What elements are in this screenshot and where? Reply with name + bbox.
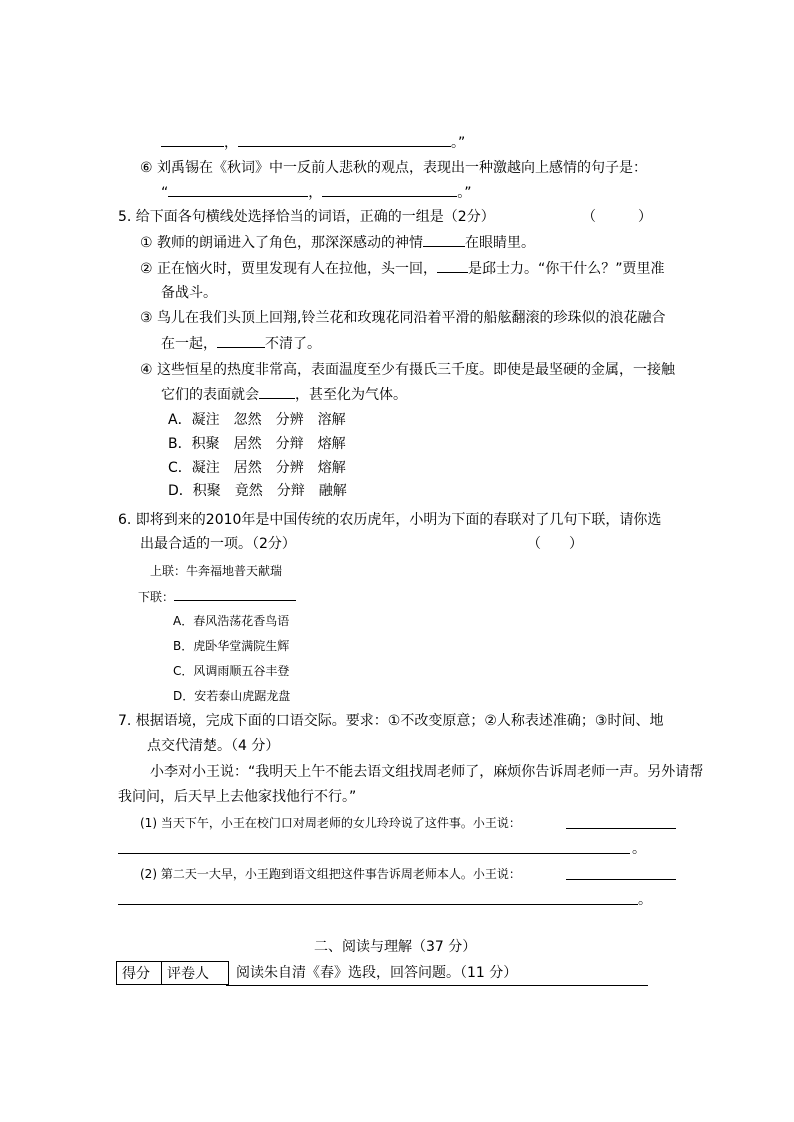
- q5-sentence-3: ③ 鸟儿在我们头顶上回翔,铃兰花和玫瑰花同沿着平滑的船舷翻滚的珍珠似的浪花融合: [140, 310, 666, 326]
- answer-blank[interactable]: [217, 334, 265, 348]
- q6-answer-paren[interactable]: （ ）: [527, 536, 583, 552]
- answer-line[interactable]: [118, 904, 638, 905]
- q7-dialogue: 小李对小王说：“我明天上午不能去语文组找周老师了，麻烦你告诉周老师一声。另外请帮: [150, 764, 704, 780]
- q5-option-a[interactable]: A．凝注 忽然 分辨 溶解: [168, 412, 346, 428]
- answer-blank[interactable]: [161, 133, 224, 147]
- q7-sub-2-end: 。: [638, 892, 652, 908]
- q5-sentence-3-cont: 在一起， 不清了。: [161, 336, 321, 352]
- q4-line5: ， 。”: [161, 133, 465, 152]
- q6-option-b[interactable]: B．虎卧华堂满院生辉: [173, 639, 290, 653]
- q7-dialogue-cont: 我问问，后天早上去他家找他行不行。”: [118, 789, 357, 805]
- q5-sentence-1: ① 教师的朗诵进入了角色，那深深感动的神情 在眼睛里。: [140, 235, 535, 251]
- q4-item6: ⑥ 刘禹锡在《秋词》中一反前人悲秋的观点，表现出一种激越向上感情的句子是：: [140, 160, 647, 176]
- q5-sentence-4: ④ 这些恒星的热度非常高，表面温度至少有摄氏三千度。即使是最坚硬的金属，一接触: [140, 362, 675, 378]
- q6-upper-couplet: 上联：牛奔福地普天献瑞: [150, 564, 283, 578]
- q6-stem-cont: 出最合适的一项。（2分）: [140, 536, 296, 552]
- score-cell[interactable]: 得分: [117, 962, 162, 985]
- answer-blank[interactable]: [174, 587, 296, 601]
- answer-blank[interactable]: [238, 133, 451, 147]
- q7-sub-1: (1) 当天下午，小王在校门口对周老师的女儿玲玲说了这件事。小王说：: [140, 816, 521, 830]
- grader-cell[interactable]: 评卷人: [162, 962, 229, 985]
- answer-blank[interactable]: [168, 183, 308, 197]
- q5-option-d[interactable]: D．积聚 竟然 分辩 融解: [168, 483, 347, 499]
- q6-stem: 6. 即将到来的2010年是中国传统的农历虎年，小明为下面的春联对了几句下联，请你选: [118, 512, 662, 528]
- q5-stem: 5. 给下面各句横线处选择恰当的词语，正确的一组是（2分）: [118, 209, 495, 225]
- q7-stem: 7. 根据语境，完成下面的口语交际。要求：①不改变原意；②人称表述准确；③时间、地: [118, 713, 664, 729]
- q7-sub-1-end: 。: [632, 841, 646, 857]
- score-table: [116, 961, 229, 985]
- q6-lower-couplet: 下联：: [138, 587, 296, 606]
- q7-sub-2: (2) 第二天一大早，小王跑到语文组把这件事告诉周老师本人。小王说：: [140, 867, 521, 881]
- q5-answer-paren[interactable]: （ ）: [582, 209, 652, 225]
- q5-sentence-2-cont: 备战斗。: [161, 285, 217, 301]
- q5-sentence-2: ② 正在恼火时，贾里发现有人在拉他，头一回， 是邱士力。“你干什么？”贾里准: [140, 261, 665, 277]
- q4-item6-answer: “ ， 。”: [161, 185, 472, 201]
- answer-blank[interactable]: [322, 183, 457, 197]
- answer-line[interactable]: [118, 853, 630, 854]
- q6-option-d[interactable]: D．安若泰山虎踞龙盘: [173, 689, 291, 703]
- answer-line[interactable]: [566, 879, 676, 880]
- answer-blank[interactable]: [259, 385, 295, 399]
- answer-line[interactable]: [566, 828, 676, 829]
- section-2-title: 二、阅读与理解（37 分）: [314, 939, 477, 955]
- section-2-instruction: 阅读朱自清《春》选段，回答问题。（11 分）: [236, 965, 518, 981]
- q6-option-c[interactable]: C．风调雨顺五谷丰登: [173, 664, 290, 678]
- answer-blank[interactable]: [423, 233, 465, 247]
- answer-blank[interactable]: [437, 259, 468, 273]
- q6-option-a[interactable]: A．春风浩荡花香鸟语: [173, 614, 290, 628]
- q5-sentence-4-cont: 它们的表面就会 ，甚至化为气体。: [161, 387, 407, 403]
- q5-option-c[interactable]: C．凝注 居然 分辨 熔解: [168, 460, 346, 476]
- q7-stem-cont: 点交代清楚。（4 分）: [147, 738, 280, 754]
- q5-option-b[interactable]: B．积聚 居然 分辩 熔解: [168, 436, 346, 452]
- divider-line: [226, 985, 648, 986]
